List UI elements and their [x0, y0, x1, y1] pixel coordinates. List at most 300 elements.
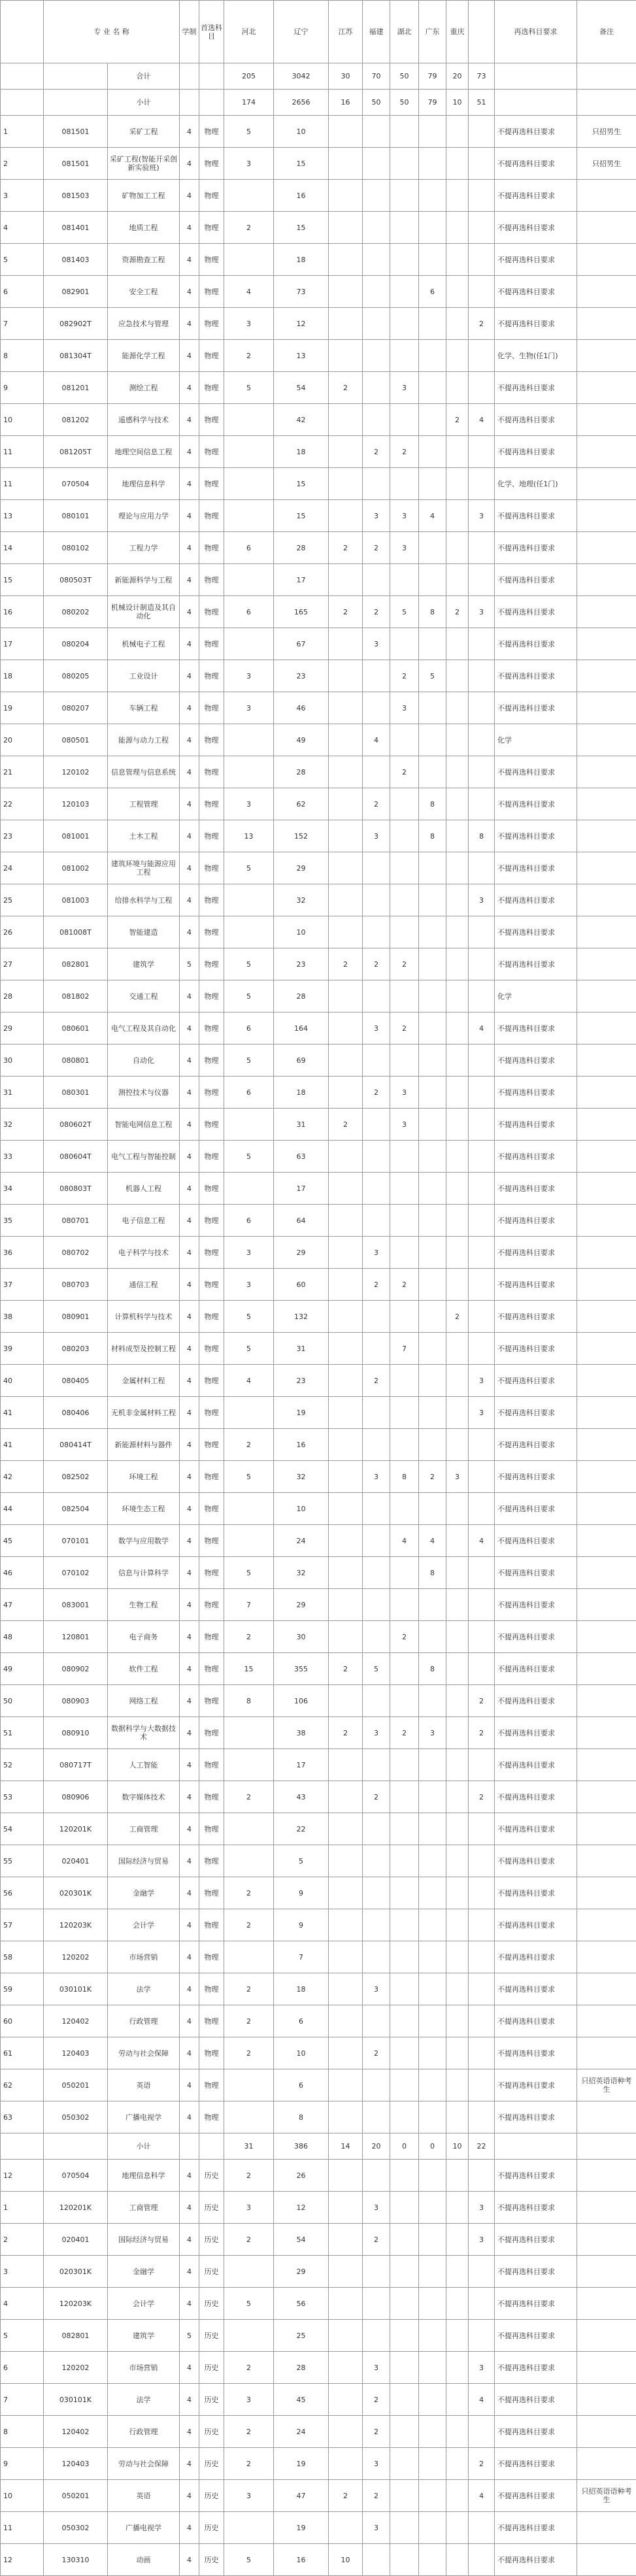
hebei-cell — [224, 1813, 274, 1845]
duration-cell: 4 — [180, 1813, 199, 1845]
fujian-cell — [363, 1685, 390, 1717]
major-name-cell: 金属材料工程 — [108, 1365, 180, 1397]
jiangsu-cell: 2 — [329, 948, 363, 980]
jiangsu-cell — [329, 1333, 363, 1365]
major-name-cell: 无机非金属材料工程 — [108, 1397, 180, 1429]
major-name-cell: 信息与计算科学 — [108, 1557, 180, 1589]
major-code-cell: 120801 — [44, 1621, 108, 1653]
hubei-cell — [390, 340, 419, 372]
guangdong-cell: 8 — [419, 788, 446, 820]
guangdong-cell — [419, 2192, 446, 2224]
reselect-requirement-cell: 不提再选科目要求 — [495, 1621, 577, 1653]
jiangsu-cell — [329, 1012, 363, 1045]
liaoning-cell: 38 — [274, 1717, 329, 1749]
fujian-cell — [363, 1301, 390, 1333]
remark-cell — [577, 1493, 636, 1525]
hubei-cell — [390, 2416, 419, 2448]
chongqing-cell — [446, 2160, 469, 2192]
row-index-cell: 24 — [1, 852, 44, 884]
duration-cell: 4 — [180, 1237, 199, 1269]
row-index-cell: 41 — [1, 1397, 44, 1429]
remark-cell — [577, 1973, 636, 2005]
jiangsu-cell — [329, 2288, 363, 2320]
jiangsu-cell — [329, 916, 363, 948]
hebei-cell: 5 — [224, 980, 274, 1012]
major-name-cell: 网络工程 — [108, 1685, 180, 1717]
remark-cell — [577, 212, 636, 244]
fujian-cell — [363, 1109, 390, 1141]
fujian-cell — [363, 2288, 390, 2320]
major-name-cell: 建筑环境与能源应用工程 — [108, 852, 180, 884]
guangdong-cell — [419, 532, 446, 564]
first-subject-cell: 物理 — [199, 820, 224, 852]
totals-row — [1, 63, 636, 90]
row-index-cell: 7 — [1, 2384, 44, 2416]
row-index-cell: 8 — [1, 2416, 44, 2448]
jiangsu-cell — [329, 1205, 363, 1237]
guangdong-cell — [419, 404, 446, 436]
duration-cell: 4 — [180, 1205, 199, 1237]
table-row — [1, 1333, 636, 1365]
major-name-cell: 国际经济与贸易 — [108, 2224, 180, 2256]
duration-cell: 4 — [180, 1717, 199, 1749]
guangdong-cell — [419, 852, 446, 884]
guangdong-cell — [419, 1333, 446, 1365]
hebei-cell — [224, 404, 274, 436]
row-index-cell: 21 — [1, 756, 44, 788]
major-name-cell: 车辆工程 — [108, 692, 180, 724]
major-code-cell: 120202 — [44, 2352, 108, 2384]
guangdong-cell: 8 — [419, 820, 446, 852]
header-fujian: 福建 — [363, 1, 390, 63]
table-row — [1, 564, 636, 596]
remark-cell — [577, 1749, 636, 1781]
major-code-cell: 080803T — [44, 1173, 108, 1205]
first-subject-cell: 物理 — [199, 660, 224, 692]
major-code-cell: 080717T — [44, 1749, 108, 1781]
fujian-cell — [363, 852, 390, 884]
table-row — [1, 308, 636, 340]
duration-cell: 4 — [180, 244, 199, 276]
reselect-requirement-cell: 不提再选科目要求 — [495, 276, 577, 308]
first-subject-cell: 物理 — [199, 628, 224, 660]
jiangsu-cell — [329, 1429, 363, 1461]
remark-cell: 只招英语语种考生 — [577, 2480, 636, 2512]
table-row — [1, 1109, 636, 1141]
table-row — [1, 1301, 636, 1333]
fujian-cell: 5 — [363, 1653, 390, 1685]
first-subject-cell: 物理 — [199, 884, 224, 916]
first-subject-cell: 历史 — [199, 2320, 224, 2352]
major-code-cell: 120403 — [44, 2448, 108, 2480]
first-subject-cell: 历史 — [199, 2544, 224, 2576]
chongqing-cell — [446, 532, 469, 564]
fujian-cell — [363, 2160, 390, 2192]
header-remark: 备注 — [577, 1, 636, 63]
jiangsu-cell — [329, 404, 363, 436]
remark-cell — [577, 1429, 636, 1461]
fujian-cell — [363, 916, 390, 948]
hubei-cell — [390, 628, 419, 660]
liaoning-cell: 18 — [274, 1077, 329, 1109]
hubei-cell — [390, 980, 419, 1012]
liaoning-cell: 73 — [274, 276, 329, 308]
guangdong-cell — [419, 1365, 446, 1397]
major-code-cell: 120202 — [44, 1941, 108, 1973]
table-row — [1, 244, 636, 276]
chongqing-cell: 2 — [446, 1301, 469, 1333]
jiangsu-cell — [329, 852, 363, 884]
header-gap — [469, 1, 495, 63]
liaoning-cell: 9 — [274, 1877, 329, 1909]
major-name-cell: 英语 — [108, 2480, 180, 2512]
table-row — [1, 468, 636, 500]
fujian-cell — [363, 564, 390, 596]
table-row — [1, 1941, 636, 1973]
remark-cell — [577, 2101, 636, 2133]
row-index-cell: 48 — [1, 1621, 44, 1653]
chongqing-cell — [446, 148, 469, 180]
table-row — [1, 2288, 636, 2320]
major-code-cell: 020401 — [44, 2224, 108, 2256]
duration-cell: 4 — [180, 1653, 199, 1685]
table-row — [1, 2544, 636, 2576]
row-index-cell: 37 — [1, 1269, 44, 1301]
jiangsu-cell — [329, 148, 363, 180]
liaoning-cell: 29 — [274, 2256, 329, 2288]
major-name-cell: 理论与应用力学 — [108, 500, 180, 532]
remark-cell — [577, 1109, 636, 1141]
remark-cell — [577, 628, 636, 660]
row-index-cell: 23 — [1, 820, 44, 852]
guangdong-cell — [419, 1493, 446, 1525]
table-row — [1, 276, 636, 308]
jiangsu-cell — [329, 1973, 363, 2005]
hebei-cell: 2 — [224, 2448, 274, 2480]
remark-cell — [577, 788, 636, 820]
first-subject-cell: 物理 — [199, 1845, 224, 1877]
hubei-cell: 2 — [390, 660, 419, 692]
jiangsu-cell — [329, 116, 363, 148]
duration-cell: 4 — [180, 1077, 199, 1109]
reselect-requirement-cell: 不提再选科目要求 — [495, 372, 577, 404]
row-index-cell: 14 — [1, 532, 44, 564]
guangdong-cell — [419, 724, 446, 756]
major-name-cell: 电子商务 — [108, 1621, 180, 1653]
liaoning-cell: 17 — [274, 564, 329, 596]
major-name-cell: 数据科学与大数据技术 — [108, 1717, 180, 1749]
first-subject-cell: 物理 — [199, 1269, 224, 1301]
hubei-cell — [390, 1557, 419, 1589]
major-name-cell: 会计学 — [108, 2288, 180, 2320]
row-index-cell: 62 — [1, 2069, 44, 2101]
jiangsu-cell — [329, 1301, 363, 1333]
hebei-cell: 5 — [224, 1045, 274, 1077]
major-name-cell: 国际经济与贸易 — [108, 1845, 180, 1877]
reselect-requirement-cell: 不提再选科目要求 — [495, 948, 577, 980]
duration-cell: 4 — [180, 820, 199, 852]
liaoning-cell: 63 — [274, 1141, 329, 1173]
hubei-cell — [390, 2192, 419, 2224]
remark-cell — [577, 948, 636, 980]
header-index — [1, 1, 44, 63]
jiangsu-cell — [329, 1557, 363, 1589]
extra-cell — [469, 2288, 495, 2320]
major-code-cell: 081003 — [44, 884, 108, 916]
row-index-cell: 7 — [1, 308, 44, 340]
extra-cell — [469, 1237, 495, 1269]
fujian-cell: 3 — [363, 2352, 390, 2384]
liaoning-cell: 106 — [274, 1685, 329, 1717]
table-row — [1, 660, 636, 692]
extra-cell — [469, 1589, 495, 1621]
subtotal-fujian: 50 — [363, 90, 390, 116]
extra-cell: 2 — [469, 308, 495, 340]
duration-cell: 4 — [180, 852, 199, 884]
jiangsu-cell — [329, 884, 363, 916]
first-subject-cell: 物理 — [199, 948, 224, 980]
table-row — [1, 1557, 636, 1589]
extra-cell: 3 — [469, 1397, 495, 1429]
hebei-cell: 5 — [224, 852, 274, 884]
table-row — [1, 2192, 636, 2224]
guangdong-cell — [419, 1429, 446, 1461]
chongqing-cell — [446, 2352, 469, 2384]
fujian-cell — [363, 340, 390, 372]
hubei-cell — [390, 724, 419, 756]
duration-cell: 4 — [180, 180, 199, 212]
row-index-cell: 11 — [1, 2512, 44, 2544]
major-name-cell: 矿物加工工程 — [108, 180, 180, 212]
table-row — [1, 2512, 636, 2544]
row-index-cell: 34 — [1, 1173, 44, 1205]
reselect-requirement-cell: 不提再选科目要求 — [495, 2544, 577, 2576]
table-row — [1, 1877, 636, 1909]
first-subject-cell: 物理 — [199, 1461, 224, 1493]
hubei-cell — [390, 468, 419, 500]
duration-cell: 4 — [180, 2224, 199, 2256]
remark-cell — [577, 1237, 636, 1269]
subtotal-empty-cell — [44, 90, 108, 116]
reselect-requirement-cell: 不提再选科目要求 — [495, 1973, 577, 2005]
reselect-requirement-cell: 不提再选科目要求 — [495, 148, 577, 180]
subtotal-chongqing: 10 — [446, 90, 469, 116]
table-row — [1, 916, 636, 948]
liaoning-cell: 45 — [274, 2384, 329, 2416]
hebei-cell: 3 — [224, 2192, 274, 2224]
chongqing-cell — [446, 308, 469, 340]
liaoning-cell: 31 — [274, 1109, 329, 1141]
first-subject-cell: 物理 — [199, 788, 224, 820]
liaoning-cell: 23 — [274, 948, 329, 980]
duration-cell: 4 — [180, 1909, 199, 1941]
fujian-cell: 2 — [363, 1365, 390, 1397]
hebei-cell: 2 — [224, 2160, 274, 2192]
jiangsu-cell — [329, 1845, 363, 1877]
major-code-cell: 082902T — [44, 308, 108, 340]
hebei-cell: 3 — [224, 308, 274, 340]
duration-cell: 4 — [180, 1333, 199, 1365]
hebei-cell — [224, 1845, 274, 1877]
hubei-cell — [390, 212, 419, 244]
hebei-cell — [224, 564, 274, 596]
chongqing-cell — [446, 916, 469, 948]
remark-cell — [577, 1461, 636, 1493]
remark-cell: 只招英语语种考生 — [577, 2069, 636, 2101]
reselect-requirement-cell: 不提再选科目要求 — [495, 1269, 577, 1301]
extra-cell — [469, 2256, 495, 2288]
chongqing-cell — [446, 1845, 469, 1877]
reselect-requirement-cell: 不提再选科目要求 — [495, 180, 577, 212]
extra-cell — [469, 1301, 495, 1333]
hubei-cell: 3 — [390, 500, 419, 532]
jiangsu-cell — [329, 500, 363, 532]
major-name-cell: 新能源材料与器件 — [108, 1429, 180, 1461]
reselect-requirement-cell: 化学、地理(任1门) — [495, 468, 577, 500]
jiangsu-cell — [329, 436, 363, 468]
jiangsu-cell — [329, 1397, 363, 1429]
extra-cell — [469, 1077, 495, 1109]
hubei-cell — [390, 2069, 419, 2101]
chongqing-cell — [446, 1557, 469, 1589]
fujian-cell — [363, 1429, 390, 1461]
row-index-cell: 9 — [1, 372, 44, 404]
liaoning-cell: 54 — [274, 372, 329, 404]
chongqing-cell — [446, 1077, 469, 1109]
hebei-cell: 13 — [224, 820, 274, 852]
major-name-cell: 测控技术与仪器 — [108, 1077, 180, 1109]
reselect-requirement-cell: 不提再选科目要求 — [495, 1557, 577, 1589]
chongqing-cell — [446, 1749, 469, 1781]
duration-cell: 4 — [180, 1557, 199, 1589]
reselect-requirement-cell: 不提再选科目要求 — [495, 2480, 577, 2512]
jiangsu-cell — [329, 2352, 363, 2384]
hubei-cell — [390, 2448, 419, 2480]
header-liaoning: 辽宁 — [274, 1, 329, 63]
jiangsu-cell — [329, 1813, 363, 1845]
liaoning-cell: 18 — [274, 436, 329, 468]
hebei-cell — [224, 1717, 274, 1749]
table-row — [1, 372, 636, 404]
major-code-cell: 020301K — [44, 1877, 108, 1909]
row-index-cell: 10 — [1, 2480, 44, 2512]
hubei-cell — [390, 564, 419, 596]
hebei-cell: 5 — [224, 1301, 274, 1333]
remark-cell — [577, 1141, 636, 1173]
extra-cell — [469, 1173, 495, 1205]
chongqing-cell — [446, 1365, 469, 1397]
guangdong-cell — [419, 1045, 446, 1077]
hubei-cell — [390, 1205, 419, 1237]
extra-cell — [469, 2416, 495, 2448]
hebei-cell — [224, 1397, 274, 1429]
liaoning-cell: 355 — [274, 1653, 329, 1685]
remark-cell — [577, 372, 636, 404]
guangdong-cell — [419, 180, 446, 212]
major-code-cell: 070504 — [44, 2160, 108, 2192]
extra-cell: 3 — [469, 1365, 495, 1397]
row-index-cell: 29 — [1, 1012, 44, 1045]
reselect-requirement-cell: 不提再选科目要求 — [495, 1397, 577, 1429]
jiangsu-cell — [329, 1909, 363, 1941]
jiangsu-cell — [329, 2256, 363, 2288]
row-index-cell: 63 — [1, 2101, 44, 2133]
row-index-cell: 52 — [1, 1749, 44, 1781]
row-index-cell: 6 — [1, 276, 44, 308]
extra-cell: 3 — [469, 2192, 495, 2224]
table-row — [1, 2448, 636, 2480]
hebei-cell — [224, 244, 274, 276]
fujian-cell: 2 — [363, 2037, 390, 2069]
hebei-cell: 3 — [224, 692, 274, 724]
extra-cell — [469, 2069, 495, 2101]
hebei-cell: 2 — [224, 1429, 274, 1461]
liaoning-cell: 16 — [274, 2544, 329, 2576]
table-row — [1, 500, 636, 532]
liaoning-cell: 25 — [274, 2320, 329, 2352]
table-row — [1, 1525, 636, 1557]
jiangsu-cell — [329, 1045, 363, 1077]
hebei-cell: 6 — [224, 532, 274, 564]
row-index-cell: 45 — [1, 1525, 44, 1557]
guangdong-cell — [419, 1589, 446, 1621]
fujian-cell — [363, 1333, 390, 1365]
remark-cell — [577, 1813, 636, 1845]
liaoning-cell: 18 — [274, 1973, 329, 2005]
header-chongqing: 重庆 — [446, 1, 469, 63]
hebei-cell: 4 — [224, 276, 274, 308]
major-name-cell: 自动化 — [108, 1045, 180, 1077]
row-index-cell: 1 — [1, 116, 44, 148]
jiangsu-cell — [329, 2320, 363, 2352]
major-name-cell: 市场营销 — [108, 1941, 180, 1973]
hubei-cell — [390, 1813, 419, 1845]
major-name-cell: 智能建造 — [108, 916, 180, 948]
remark-cell — [577, 2416, 636, 2448]
chongqing-cell — [446, 2069, 469, 2101]
liaoning-cell: 164 — [274, 1012, 329, 1045]
guangdong-cell — [419, 340, 446, 372]
hebei-cell — [224, 1941, 274, 1973]
fujian-cell — [363, 180, 390, 212]
major-code-cell: 081205T — [44, 436, 108, 468]
remark-cell — [577, 2544, 636, 2576]
duration-cell: 4 — [180, 1109, 199, 1141]
major-name-cell: 应急技术与管理 — [108, 308, 180, 340]
hubei-cell: 5 — [390, 596, 419, 628]
major-name-cell: 地质工程 — [108, 212, 180, 244]
major-name-cell: 电气工程与智能控制 — [108, 1141, 180, 1173]
duration-cell: 4 — [180, 436, 199, 468]
first-subject-cell: 物理 — [199, 852, 224, 884]
jiangsu-cell — [329, 2037, 363, 2069]
major-code-cell: 080604T — [44, 1141, 108, 1173]
first-subject-cell: 物理 — [199, 1749, 224, 1781]
guangdong-cell — [419, 2352, 446, 2384]
chongqing-cell — [446, 2005, 469, 2037]
hebei-cell: 3 — [224, 660, 274, 692]
hebei-cell — [224, 1109, 274, 1141]
fujian-cell — [363, 692, 390, 724]
header-jiangsu: 江苏 — [329, 1, 363, 63]
first-subject-cell: 物理 — [199, 756, 224, 788]
extra-cell — [469, 692, 495, 724]
chongqing-cell — [446, 1429, 469, 1461]
jiangsu-cell: 2 — [329, 596, 363, 628]
header-first-subject: 首选科目 — [199, 1, 224, 63]
chongqing-cell: 3 — [446, 1461, 469, 1493]
extra-cell — [469, 1941, 495, 1973]
